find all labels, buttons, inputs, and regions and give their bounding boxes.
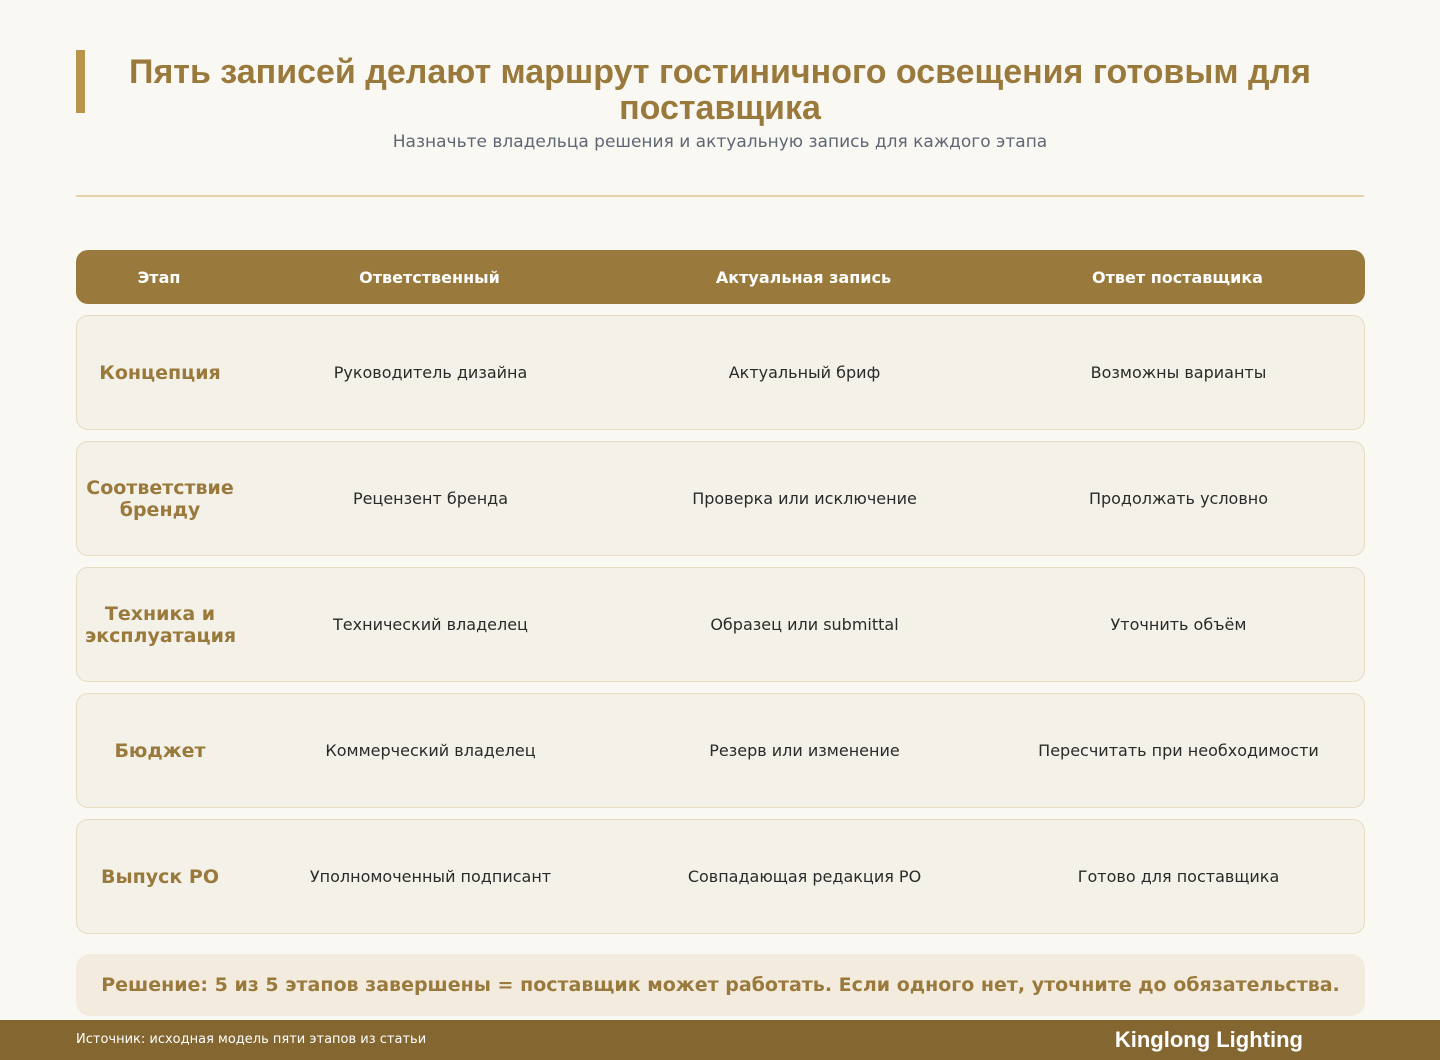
table-row: [76, 567, 1365, 682]
record-cell: Резерв или изменение: [709, 741, 900, 760]
owner-cell: Технический владелец: [333, 615, 528, 634]
response-cell: Готово для поставщика: [1077, 867, 1280, 886]
owner-cell: Уполномоченный подписант: [309, 867, 552, 886]
footer-bar: [0, 1020, 1440, 1060]
owner-cell: Руководитель дизайна: [333, 363, 528, 382]
column-header-record: Актуальная запись: [715, 267, 892, 287]
table-row: [76, 315, 1365, 430]
column-header-stage: Этап: [137, 267, 181, 287]
stage-cell: Соответствие бренду: [86, 476, 234, 521]
record-cell: Образец или submittal: [710, 615, 899, 634]
record-cell: Совпадающая редакция PO: [687, 867, 922, 886]
response-cell: Пересчитать при необходимости: [1038, 741, 1319, 760]
table-body: [76, 315, 1365, 945]
stage-cell: Концепция: [99, 361, 221, 384]
response-cell: Возможны варианты: [1090, 363, 1267, 382]
page-title: Пять записей делают маршрут гостиничного освещения готовым для поставщика: [129, 53, 1311, 127]
record-cell: Актуальный бриф: [728, 363, 881, 382]
decision-text: Решение: 5 из 5 этапов завершены = поставщик может работать. Если одного нет, уточните до обязательства.: [101, 974, 1340, 996]
brand-name: Kinglong Lighting: [1114, 1027, 1303, 1052]
table-row: [76, 693, 1365, 808]
page-subtitle: Назначьте владельца решения и актуальную запись для каждого этапа: [392, 132, 1048, 152]
header-divider: [76, 195, 1364, 197]
title-accent-bar: [76, 50, 85, 113]
owner-cell: Рецензент бренда: [352, 489, 509, 508]
stage-cell: Бюджет: [114, 739, 206, 762]
stage-cell: Техника и эксплуатация: [85, 602, 237, 647]
table-header: [76, 250, 1365, 304]
decision-banner: [76, 954, 1365, 1016]
column-header-owner: Ответственный: [359, 267, 500, 287]
record-cell: Проверка или исключение: [692, 489, 917, 508]
response-cell: Продолжать условно: [1088, 489, 1269, 508]
table-row: [76, 441, 1365, 556]
footer-source: Источник: исходная модель пяти этапов из статьи: [76, 1032, 427, 1047]
stage-cell: Выпуск PO: [100, 865, 220, 888]
response-cell: Уточнить объём: [1110, 615, 1247, 634]
table-row: [76, 819, 1365, 934]
owner-cell: Коммерческий владелец: [325, 741, 536, 760]
column-header-response: Ответ поставщика: [1092, 267, 1263, 287]
